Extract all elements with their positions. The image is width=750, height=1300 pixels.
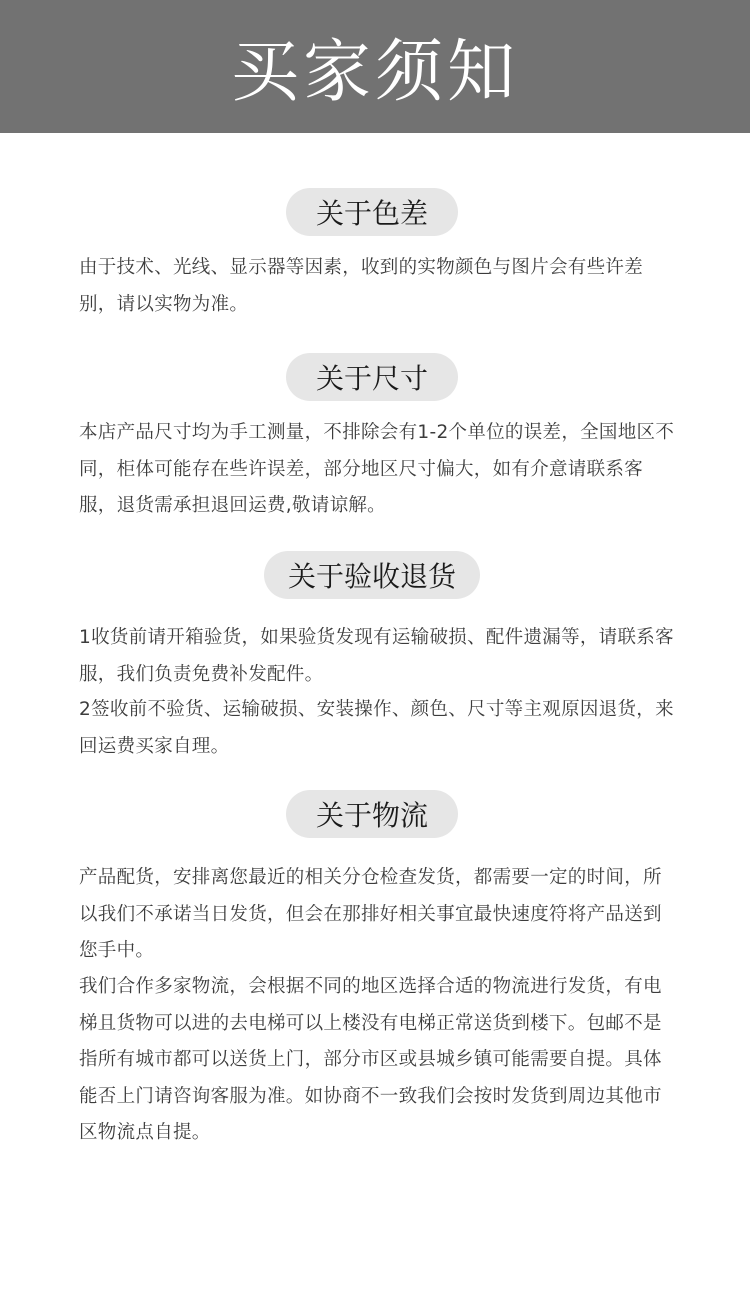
- section-text-returns-1: 1收货前请开箱验货，如果验货发现有运输破损、配件遗漏等，请联系客服，我们负责免费补发配件。: [79, 627, 674, 685]
- section-text-logistics-1: 产品配货，安排离您最近的相关分仓检查发货，都需要一定的时间，所以我们不承诺当日发货，但会在那排好相关事宜最快速度符将产品送到您手中。: [79, 867, 662, 961]
- page-title: 买家须知: [230, 33, 519, 112]
- section-heading-logistics: 关于物流: [286, 790, 458, 838]
- section-text-color: 由于技术、光线、显示器等因素，收到的实物颜色与图片会有些许差别，请以实物为准。: [79, 257, 644, 315]
- section-text-returns-2: 2签收前不验货、运输破损、安装操作、颜色、尺寸等主观原因退货，来回运费买家自理。: [79, 699, 674, 757]
- section-heading-returns: 关于验收退货: [264, 551, 480, 599]
- section-text-size: 本店产品尺寸均为手工测量，不排除会有1-2个单位的误差，全国地区不同，柜体可能存在些许误差，部分地区尺寸偏大，如有介意请联系客服，退货需承担退回运费,敬请谅解。: [79, 422, 675, 516]
- section-heading-size: 关于尺寸: [286, 353, 458, 401]
- section-text-logistics-2: 我们合作多家物流，会根据不同的地区选择合适的物流进行发货，有电梯且货物可以进的去电梯可以上楼没有电梯正常送货到楼下。包邮不是指所有城市都可以送货上门，部分市区或县城乡镇可能需要自提。具体能否上门请咨询客服为准。如协商不一致我们会按时发货到周边其他市区物流点自提。: [79, 976, 662, 1143]
- section-heading-color: 关于色差: [286, 188, 458, 236]
- header-banner: [0, 0, 750, 133]
